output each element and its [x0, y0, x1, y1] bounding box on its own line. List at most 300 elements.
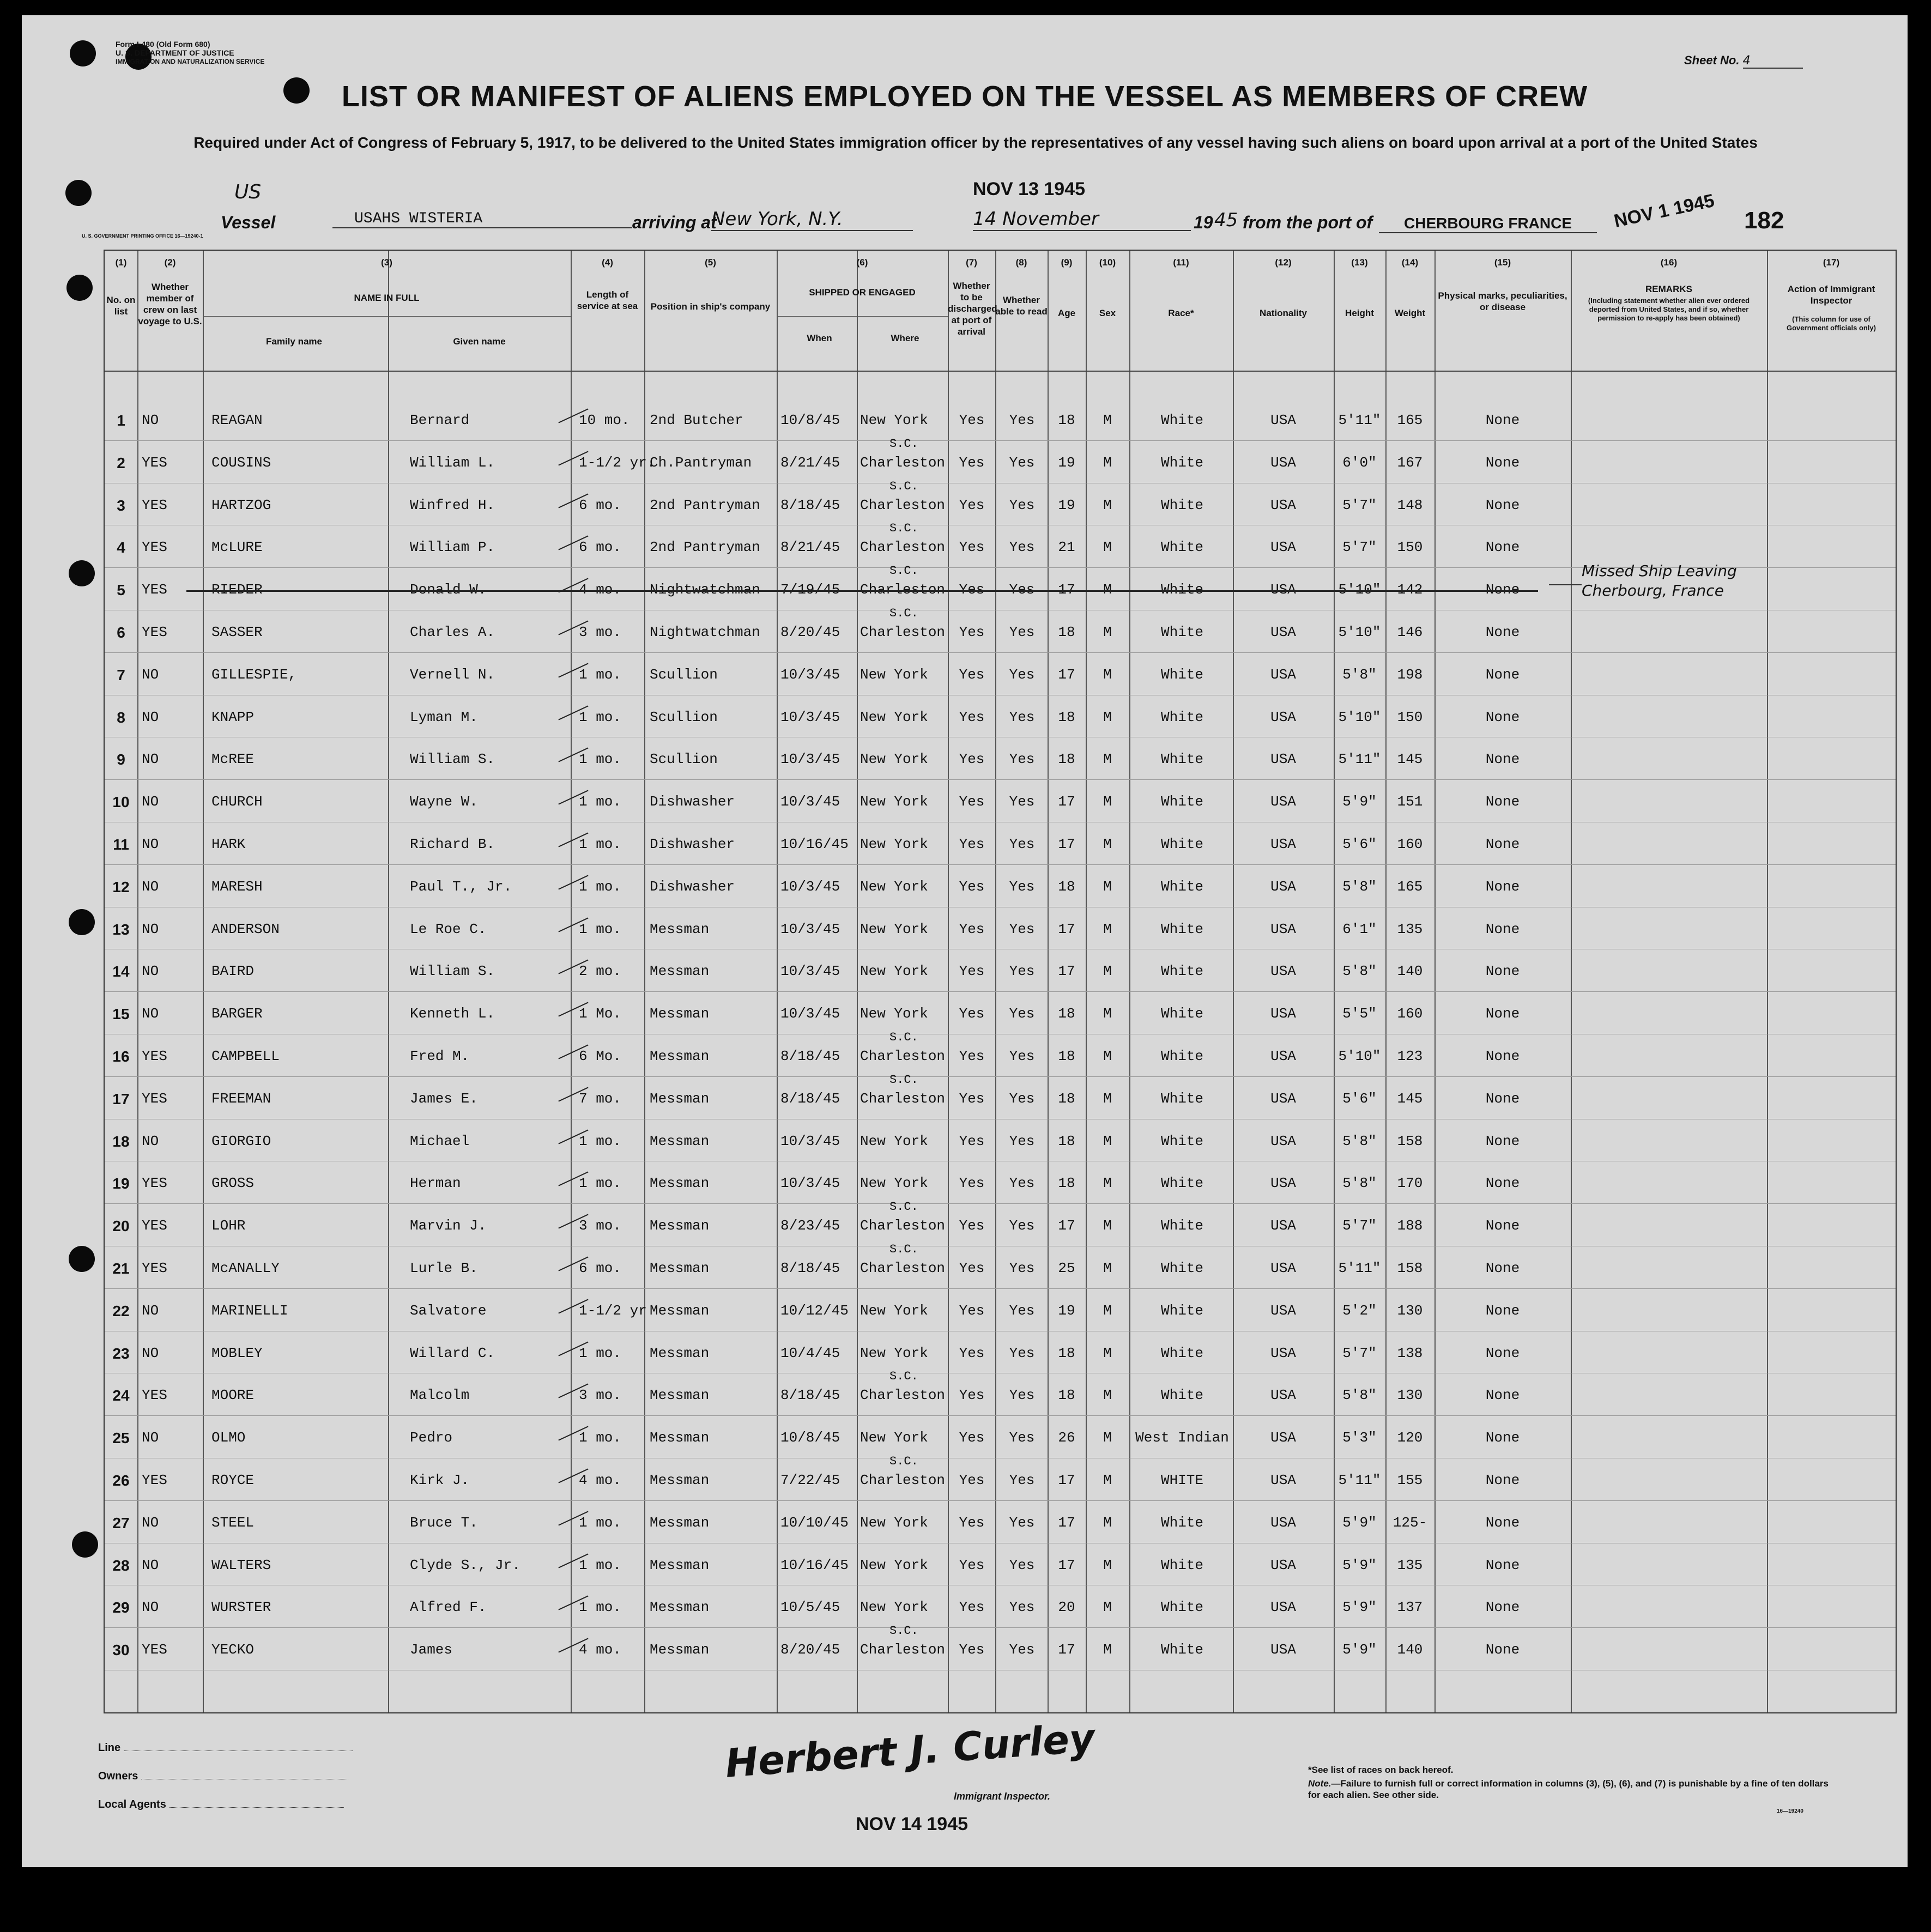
cell-marks: None [1485, 454, 1520, 471]
cell-position: Messman [650, 1090, 710, 1107]
col7-num: (7) [966, 257, 977, 268]
cell-family: KNAPP [211, 708, 255, 725]
cell-when: 7/19/45 [780, 582, 840, 598]
cell-height: 5'11" [1338, 1260, 1381, 1276]
cell-family: FREEMAN [211, 1090, 271, 1107]
cell-marks: None [1485, 412, 1520, 428]
cell-read: Yes [1009, 1430, 1035, 1446]
from-label: from the port of [1243, 213, 1373, 232]
cell-no: 29 [112, 1599, 130, 1616]
cell-last: NO [142, 412, 159, 428]
cell-discharge: Yes [959, 1514, 985, 1531]
cell-when: 8/23/45 [780, 1218, 840, 1234]
cell-when: 8/21/45 [780, 454, 840, 471]
sheet-label: Sheet No. [1684, 53, 1740, 67]
cell-state: S.C. [889, 437, 918, 451]
cell-discharge: Yes [959, 836, 985, 852]
cell-when: 10/3/45 [780, 963, 840, 980]
cell-when: 8/18/45 [780, 1260, 840, 1276]
table-row [105, 865, 1896, 907]
cell-when: 8/18/45 [780, 1090, 840, 1107]
cell-read: Yes [1009, 920, 1035, 937]
table-row [105, 1031, 1896, 1076]
cell-marks: None [1485, 1556, 1520, 1573]
cell-discharge: Yes [959, 454, 985, 471]
cell-marks: None [1485, 1006, 1520, 1022]
cell-discharge: Yes [959, 794, 985, 810]
strike-line [186, 590, 1538, 592]
cell-last: NO [142, 1514, 159, 1531]
cell-age: 18 [1058, 878, 1075, 895]
cell-service: 1 mo. [579, 1514, 622, 1531]
cell-no: 26 [112, 1472, 130, 1489]
cell-weight: 130 [1397, 1387, 1423, 1404]
cell-when: 10/3/45 [780, 1006, 840, 1022]
cell-read: Yes [1009, 412, 1035, 428]
cell-weight: 158 [1397, 1260, 1423, 1276]
cell-height: 5'8" [1342, 963, 1377, 980]
cell-race: White [1160, 1344, 1203, 1361]
cell-weight: 130 [1397, 1302, 1423, 1319]
cell-read: Yes [1009, 539, 1035, 556]
cell-height: 5'10" [1338, 582, 1381, 598]
cell-last: NO [142, 666, 159, 683]
cell-position: Messman [650, 1430, 710, 1446]
col13-label: Height [1345, 308, 1374, 318]
cell-sex: M [1103, 751, 1112, 768]
cell-when: 10/3/45 [780, 794, 840, 810]
table-row [105, 738, 1896, 779]
cell-sex: M [1103, 963, 1112, 980]
cell-given: Winfred H. [410, 496, 495, 513]
col9-label: Age [1057, 308, 1076, 318]
cell-read: Yes [1009, 794, 1035, 810]
cell-read: Yes [1009, 624, 1035, 640]
cell-given: James E. [410, 1090, 478, 1107]
cell-service: 3 mo. [579, 624, 622, 640]
cell-age: 18 [1058, 1006, 1075, 1022]
cell-when: 10/16/45 [780, 836, 849, 852]
cell-last: NO [142, 1599, 159, 1616]
col6-label: SHIPPED OR ENGAGED [809, 287, 916, 298]
cell-where: New York [860, 751, 928, 768]
cell-marks: None [1485, 1260, 1520, 1276]
cell-nat: USA [1270, 1514, 1296, 1531]
cell-no: 25 [112, 1430, 130, 1447]
cell-nat: USA [1270, 836, 1296, 852]
cell-state: S.C. [889, 564, 918, 578]
crew-table [104, 250, 1897, 1713]
cell-race: White [1160, 794, 1203, 810]
cell-race: White [1160, 878, 1203, 895]
cell-no: 5 [117, 582, 125, 599]
cell-given: Lyman M. [410, 708, 478, 725]
cell-age: 21 [1058, 539, 1075, 556]
cell-position: Messman [650, 920, 710, 937]
cell-where: New York [860, 1302, 928, 1319]
cell-marks: None [1485, 751, 1520, 768]
cell-last: NO [142, 708, 159, 725]
cell-state: S.C. [889, 1624, 918, 1638]
cell-race: White [1160, 1387, 1203, 1404]
col2-label: Whether member of crew on last voyage to U.S. [138, 282, 202, 326]
cell-no: 2 [117, 454, 125, 471]
cell-given: Malcolm [410, 1387, 470, 1404]
cell-where: New York [860, 878, 928, 895]
cell-no: 23 [112, 1344, 130, 1362]
cell-last: YES [142, 539, 167, 556]
cell-nat: USA [1270, 708, 1296, 725]
cell-service: 1 mo. [579, 1556, 622, 1573]
cell-height: 5'2" [1342, 1302, 1377, 1319]
cell-given: Pedro [410, 1430, 453, 1446]
cell-given: Kenneth L. [410, 1006, 495, 1022]
cell-read: Yes [1009, 1132, 1035, 1149]
cell-when: 8/20/45 [780, 624, 840, 640]
cell-no: 3 [117, 496, 125, 514]
cell-family: MOBLEY [211, 1344, 263, 1361]
cell-given: Vernell N. [410, 666, 495, 683]
cell-read: Yes [1009, 963, 1035, 980]
cell-marks: None [1485, 708, 1520, 725]
cell-age: 18 [1058, 412, 1075, 428]
cell-position: Messman [650, 1260, 710, 1276]
cell-weight: 158 [1397, 1132, 1423, 1149]
cell-age: 18 [1058, 1387, 1075, 1404]
cell-no: 17 [112, 1090, 130, 1107]
cell-where: Charleston [860, 1642, 946, 1658]
cell-age: 18 [1058, 708, 1075, 725]
arriving-label: arriving at [632, 213, 717, 232]
cell-family: BARGER [211, 1006, 263, 1022]
cell-marks: None [1485, 1642, 1520, 1658]
cell-position: Dishwasher [650, 836, 735, 852]
cell-service: 1 mo. [579, 878, 622, 895]
cell-where: New York [860, 920, 928, 937]
cell-race: White [1160, 1260, 1203, 1276]
cell-height: 5'7" [1342, 539, 1377, 556]
arrival-stamp: NOV 13 1945 [973, 179, 1086, 199]
cell-sex: M [1103, 412, 1112, 428]
cell-weight: 165 [1397, 878, 1423, 895]
cell-no: 8 [117, 708, 125, 726]
cell-no: 1 [117, 412, 125, 429]
col14-num: (14) [1401, 257, 1419, 268]
cell-family: COUSINS [211, 454, 271, 471]
cell-weight: 150 [1397, 539, 1423, 556]
cell-marks: None [1485, 920, 1520, 937]
cell-discharge: Yes [959, 878, 985, 895]
cell-family: OLMO [211, 1430, 246, 1446]
cell-nat: USA [1270, 666, 1296, 683]
cell-height: 5'5" [1342, 1006, 1377, 1022]
cell-marks: None [1485, 539, 1520, 556]
cell-race: White [1160, 963, 1203, 980]
cell-nat: USA [1270, 496, 1296, 513]
cell-discharge: Yes [959, 624, 985, 640]
cell-service: 1 mo. [579, 751, 622, 768]
table-row [105, 653, 1896, 695]
year-suffix: 45 [1214, 209, 1238, 231]
races-note: *See list of races on back hereof. [1308, 1765, 1454, 1775]
cell-weight: 138 [1397, 1344, 1423, 1361]
cell-height: 5'9" [1342, 1556, 1377, 1573]
cell-weight: 140 [1397, 963, 1423, 980]
cell-when: 10/16/45 [780, 1556, 849, 1573]
cell-last: NO [142, 1006, 159, 1022]
cell-where: New York [860, 666, 928, 683]
cell-last: YES [142, 582, 167, 598]
cell-marks: None [1485, 1132, 1520, 1149]
cell-sex: M [1103, 1302, 1112, 1319]
cell-service: 1 mo. [579, 1175, 622, 1192]
cell-when: 8/21/45 [780, 539, 840, 556]
cell-height: 6'1" [1342, 920, 1377, 937]
cell-discharge: Yes [959, 1344, 985, 1361]
cell-where: New York [860, 1006, 928, 1022]
cell-no: 13 [112, 920, 130, 938]
cell-discharge: Yes [959, 920, 985, 937]
cell-height: 5'11" [1338, 412, 1381, 428]
manifest-number: 182 [1744, 207, 1784, 234]
cell-nat: USA [1270, 412, 1296, 428]
cell-where: New York [860, 1599, 928, 1616]
cell-read: Yes [1009, 1175, 1035, 1192]
cell-discharge: Yes [959, 708, 985, 725]
manifest-sheet [22, 15, 1908, 1867]
cell-discharge: Yes [959, 1260, 985, 1276]
cell-where: Charleston [860, 624, 946, 640]
cell-weight: 167 [1397, 454, 1423, 471]
cell-where: New York [860, 1175, 928, 1192]
cell-age: 20 [1058, 1599, 1075, 1616]
printer-line: U. S. GOVERNMENT PRINTING OFFICE 16—19240-1 [82, 233, 203, 239]
cell-race: White [1160, 1556, 1203, 1573]
cell-last: YES [142, 1260, 167, 1276]
cell-nat: USA [1270, 1218, 1296, 1234]
cell-no: 28 [112, 1556, 130, 1574]
cell-given: William S. [410, 963, 495, 980]
cell-position: Messman [650, 1599, 710, 1616]
cell-nat: USA [1270, 1387, 1296, 1404]
cell-when: 10/4/45 [780, 1344, 840, 1361]
table-row [105, 1289, 1896, 1331]
cell-height: 5'9" [1342, 1514, 1377, 1531]
cell-state: S.C. [889, 1370, 918, 1384]
cell-given: Willard C. [410, 1344, 495, 1361]
penalty-note: Note.—Failure to furnish full or correct information in columns (3), (5), (6), and (7) is punishable by a fine of ten dollars for each alien. See other side. [1308, 1778, 1829, 1800]
cell-marks: None [1485, 582, 1520, 598]
cell-discharge: Yes [959, 1218, 985, 1234]
cell-race: West Indian [1135, 1430, 1229, 1446]
cell-height: 5'3" [1342, 1430, 1377, 1446]
cell-sex: M [1103, 1218, 1112, 1234]
table-row [105, 399, 1896, 440]
cell-weight: 198 [1397, 666, 1423, 683]
cell-state: S.C. [889, 1031, 918, 1044]
cell-when: 7/22/45 [780, 1472, 840, 1488]
cell-when: 10/3/45 [780, 1132, 840, 1149]
cell-discharge: Yes [959, 582, 985, 598]
cell-given: Richard B. [410, 836, 495, 852]
cell-state: S.C. [889, 479, 918, 493]
vessel-line [22, 179, 1908, 239]
cell-weight: 142 [1397, 582, 1423, 598]
cell-no: 4 [117, 539, 125, 556]
cell-discharge: Yes [959, 1642, 985, 1658]
cell-service: 1 mo. [579, 708, 622, 725]
col17-note: (This column for use of Government officials only) [1787, 315, 1876, 332]
cell-nat: USA [1270, 582, 1296, 598]
cell-height: 5'8" [1342, 666, 1377, 683]
cell-no: 22 [112, 1302, 130, 1319]
cell-weight: 160 [1397, 1006, 1423, 1022]
cell-family: McREE [211, 751, 255, 768]
cell-sex: M [1103, 836, 1112, 852]
cell-race: White [1160, 666, 1203, 683]
cell-discharge: Yes [959, 1430, 985, 1446]
remark-pointer [1549, 584, 1582, 585]
cell-sex: M [1103, 1472, 1112, 1488]
cell-race: White [1160, 836, 1203, 852]
col8-num: (8) [1015, 257, 1027, 268]
cell-race: White [1160, 582, 1203, 598]
cell-given: Herman [410, 1175, 461, 1192]
cell-age: 19 [1058, 1302, 1075, 1319]
cell-position: 2nd Pantryman [650, 539, 760, 556]
cell-race: White [1160, 624, 1203, 640]
cell-last: YES [142, 1175, 167, 1192]
cell-when: 10/3/45 [780, 708, 840, 725]
cell-race: White [1160, 1175, 1203, 1192]
cell-nat: USA [1270, 963, 1296, 980]
cell-sex: M [1103, 794, 1112, 810]
table-row [105, 1586, 1896, 1627]
cell-nat: USA [1270, 1048, 1296, 1064]
cell-weight: 170 [1397, 1175, 1423, 1192]
cell-service: 1 mo. [579, 920, 622, 937]
cell-height: 5'10" [1338, 1048, 1381, 1064]
cell-last: YES [142, 496, 167, 513]
cell-height: 5'8" [1342, 1175, 1377, 1192]
cell-last: YES [142, 1472, 167, 1488]
cell-given: Fred M. [410, 1048, 470, 1064]
us-mark: US [234, 181, 262, 203]
cell-height: 5'7" [1342, 1218, 1377, 1234]
cell-nat: USA [1270, 1642, 1296, 1658]
cell-position: Messman [650, 1302, 710, 1319]
cell-read: Yes [1009, 708, 1035, 725]
cell-given: Donald W. [410, 582, 487, 598]
cell-race: White [1160, 496, 1203, 513]
cell-when: 10/12/45 [780, 1302, 849, 1319]
cell-read: Yes [1009, 751, 1035, 768]
cell-read: Yes [1009, 1006, 1035, 1022]
cell-race: White [1160, 454, 1203, 471]
cell-position: Messman [650, 1387, 710, 1404]
col17-label: Action of Immigrant Inspector [1787, 284, 1875, 306]
cell-where: Charleston [860, 539, 946, 556]
cell-sex: M [1103, 878, 1112, 895]
cell-read: Yes [1009, 1642, 1035, 1658]
form-service: IMMIGRATION AND NATURALIZATION SERVICE [116, 58, 265, 65]
cell-sex: M [1103, 454, 1112, 471]
cell-given: Wayne W. [410, 794, 478, 810]
cell-service: 1 mo. [579, 1344, 622, 1361]
cell-age: 17 [1058, 1472, 1075, 1488]
table-row [105, 780, 1896, 822]
cell-given: Marvin J. [410, 1218, 487, 1234]
cell-where: New York [860, 1430, 928, 1446]
inspection-stamp: NOV 14 1945 [856, 1814, 968, 1834]
col15-num: (15) [1494, 257, 1511, 268]
cell-read: Yes [1009, 1344, 1035, 1361]
cell-family: MOORE [211, 1387, 255, 1404]
cell-height: 5'10" [1338, 708, 1381, 725]
cell-service: 6 mo. [579, 539, 622, 556]
cell-when: 10/3/45 [780, 920, 840, 937]
sheet-value: 4 [1743, 54, 1803, 69]
cell-no: 19 [112, 1175, 130, 1192]
cell-service: 1 mo. [579, 1132, 622, 1149]
cell-race: White [1160, 920, 1203, 937]
cell-sex: M [1103, 1599, 1112, 1616]
cell-family: CAMPBELL [211, 1048, 280, 1064]
cell-age: 18 [1058, 1175, 1075, 1192]
col17-num: (17) [1823, 257, 1840, 268]
cell-position: Scullion [650, 666, 718, 683]
cell-no: 7 [117, 666, 125, 683]
table-row [105, 1200, 1896, 1246]
cell-sex: M [1103, 920, 1112, 937]
cell-last: YES [142, 1387, 167, 1404]
table-row [105, 696, 1896, 737]
cell-sex: M [1103, 1556, 1112, 1573]
cell-marks: None [1485, 1344, 1520, 1361]
cell-position: Messman [650, 1642, 710, 1658]
cell-state: S.C. [889, 522, 918, 536]
cell-discharge: Yes [959, 1175, 985, 1192]
cell-last: YES [142, 1048, 167, 1064]
table-row [105, 437, 1896, 483]
cell-height: 5'8" [1342, 1387, 1377, 1404]
owners-label: Owners [98, 1770, 348, 1783]
cell-age: 18 [1058, 624, 1075, 640]
cell-state: S.C. [889, 1455, 918, 1468]
cell-read: Yes [1009, 1302, 1035, 1319]
cell-given: Charles A. [410, 624, 495, 640]
cell-height: 5'8" [1342, 1132, 1377, 1149]
cell-where: New York [860, 1556, 928, 1573]
cell-marks: None [1485, 794, 1520, 810]
cell-no: 10 [112, 794, 130, 811]
cell-where: New York [860, 794, 928, 810]
col10-num: (10) [1099, 257, 1116, 268]
cell-nat: USA [1270, 1472, 1296, 1488]
cell-last: NO [142, 794, 159, 810]
cell-no: 18 [112, 1132, 130, 1150]
year-prefix: 19 [1194, 213, 1213, 232]
cell-family: WALTERS [211, 1556, 271, 1573]
cell-age: 19 [1058, 496, 1075, 513]
col4-label: Length of service at sea [577, 289, 638, 311]
cell-given: Lurle B. [410, 1260, 478, 1276]
cell-read: Yes [1009, 1387, 1035, 1404]
cell-discharge: Yes [959, 963, 985, 980]
cell-family: SASSER [211, 624, 263, 640]
cell-position: 2nd Pantryman [650, 496, 760, 513]
table-row [105, 1120, 1896, 1161]
